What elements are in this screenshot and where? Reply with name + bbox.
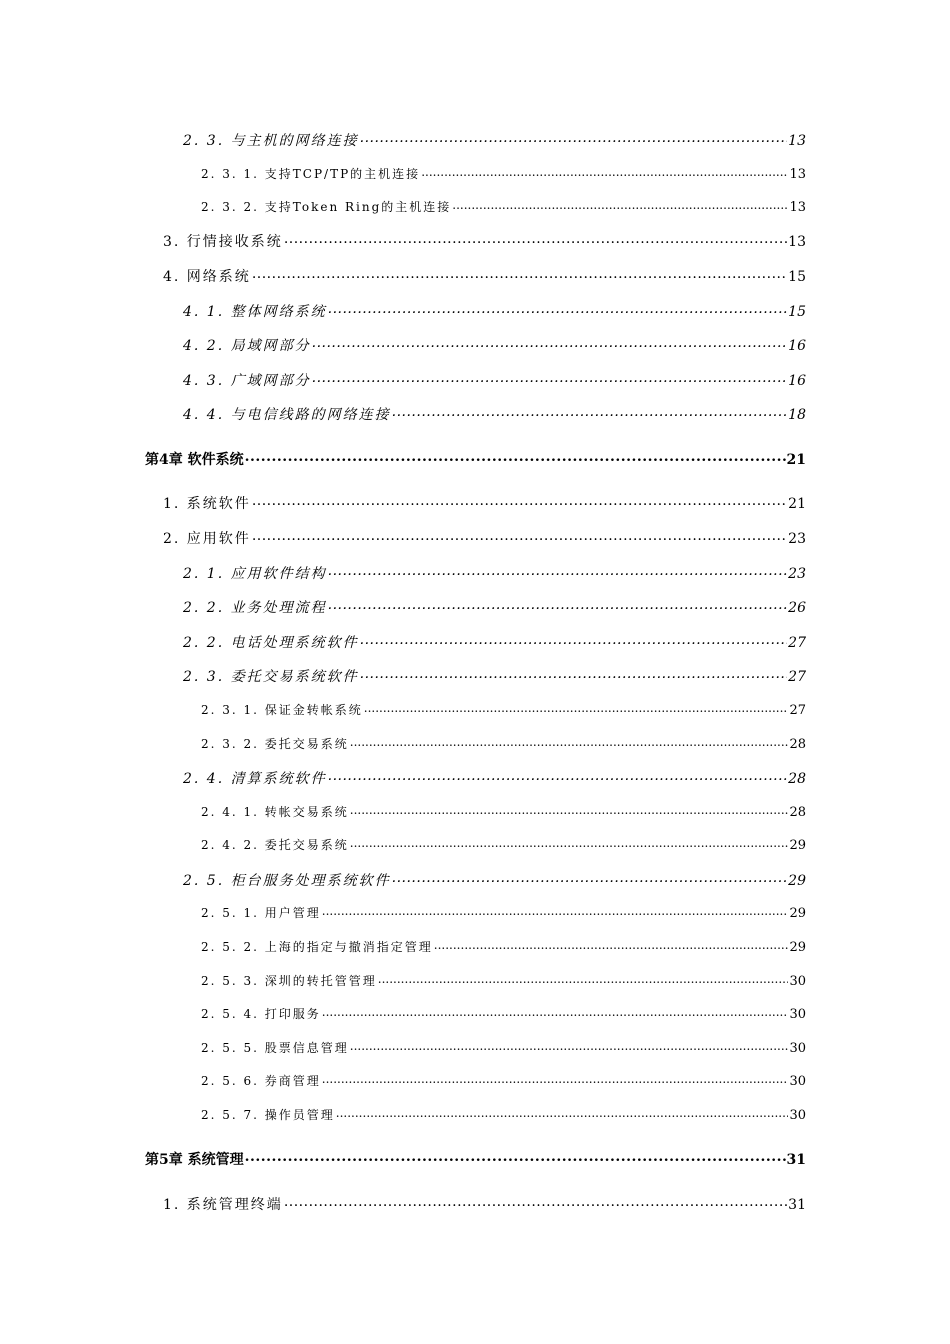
- toc-entry[interactable]: [145, 1150, 806, 1167]
- toc-entry[interactable]: [183, 564, 806, 581]
- dot-leader: [328, 302, 788, 316]
- dot-leader: [421, 166, 788, 178]
- dot-leader: [245, 1150, 786, 1164]
- toc-entry[interactable]: [201, 1107, 806, 1122]
- toc-entry[interactable]: [201, 1040, 806, 1055]
- toc-entry-title: 2. 2. 业务处理流程: [183, 600, 327, 616]
- toc-entry-page-number: 26: [788, 600, 806, 616]
- toc-entry[interactable]: [183, 371, 806, 388]
- toc-entry-page-number: 30: [789, 1074, 806, 1089]
- toc-entry-title: 第5章 系统管理: [145, 1152, 244, 1168]
- toc-entry[interactable]: [201, 199, 806, 214]
- toc-entry-title: 2. 4. 清算系统软件: [183, 771, 327, 787]
- toc-entry[interactable]: [183, 598, 806, 615]
- toc-entry-title: 4. 3. 广域网部分: [183, 373, 311, 389]
- toc-entry-page-number: 29: [789, 838, 806, 853]
- toc-entry[interactable]: [183, 336, 806, 353]
- toc-entry-title: 2. 5. 7. 操作员管理: [201, 1108, 335, 1122]
- toc-entry-page-number: 13: [788, 234, 806, 250]
- toc-entry-title: 2. 5. 4. 打印服务: [201, 1007, 321, 1021]
- toc-entry-page-number: 29: [788, 873, 806, 889]
- toc-entry[interactable]: [201, 905, 806, 920]
- toc-entry-page-number: 23: [788, 566, 806, 582]
- dot-leader: [360, 131, 788, 145]
- dot-leader: [392, 871, 788, 885]
- toc-entry-title: 1. 系统管理终端: [163, 1197, 283, 1213]
- dot-leader: [378, 973, 789, 985]
- toc-entry-page-number: 30: [789, 974, 806, 989]
- toc-entry-page-number: 16: [788, 373, 806, 389]
- toc-entry-title: 2. 3. 与主机的网络连接: [183, 133, 359, 149]
- toc-entry-page-number: 29: [789, 906, 806, 921]
- toc-entry-page-number: 27: [789, 703, 806, 718]
- dot-leader: [360, 633, 788, 647]
- dot-leader: [322, 1006, 789, 1018]
- toc-entry[interactable]: [201, 973, 806, 988]
- toc-entry-title: 4. 4. 与电信线路的网络连接: [183, 407, 391, 423]
- toc-entry-page-number: 31: [788, 1197, 806, 1213]
- toc-entry[interactable]: [183, 871, 806, 888]
- dot-leader: [245, 450, 786, 464]
- toc-entry[interactable]: [163, 494, 806, 511]
- toc-entry-title: 2. 1. 应用软件结构: [183, 566, 327, 582]
- dot-leader: [312, 371, 788, 385]
- dot-leader: [284, 1195, 787, 1209]
- dot-leader: [322, 1073, 789, 1085]
- toc-entry-title: 2. 3. 1. 支持TCP/TP的主机连接: [201, 167, 421, 181]
- toc-entry-title: 3. 行情接收系统: [163, 234, 283, 250]
- toc-entry[interactable]: [163, 267, 806, 284]
- toc-entry-page-number: 30: [789, 1108, 806, 1123]
- toc-entry[interactable]: [183, 667, 806, 684]
- toc-entry[interactable]: [201, 837, 806, 852]
- toc-entry-page-number: 16: [788, 338, 806, 354]
- dot-leader: [336, 1107, 789, 1119]
- toc-entry-page-number: 15: [788, 304, 806, 320]
- dot-leader: [284, 232, 787, 246]
- toc-entry[interactable]: [183, 633, 806, 650]
- toc-entry-page-number: 30: [789, 1007, 806, 1022]
- toc-entry-page-number: 28: [789, 805, 806, 820]
- toc-entry[interactable]: [163, 1195, 806, 1212]
- dot-leader: [364, 702, 789, 714]
- toc-entry-page-number: 23: [788, 531, 806, 547]
- toc-entry-title: 4. 2. 局域网部分: [183, 338, 311, 354]
- toc-entry-page-number: 13: [789, 200, 806, 215]
- toc-entry-title: 2. 2. 电话处理系统软件: [183, 635, 359, 651]
- toc-entry[interactable]: [201, 939, 806, 954]
- toc-entry-title: 2. 4. 1. 转帐交易系统: [201, 805, 349, 819]
- dot-leader: [328, 598, 788, 612]
- toc-entry-title: 2. 5. 2. 上海的指定与撤消指定管理: [201, 940, 433, 954]
- toc-entry[interactable]: [163, 529, 806, 546]
- dot-leader: [350, 837, 789, 849]
- toc-entry-title: 2. 5. 柜台服务处理系统软件: [183, 873, 391, 889]
- toc-entry-page-number: 27: [788, 669, 806, 685]
- toc-entry-page-number: 15: [788, 269, 806, 285]
- dot-leader: [392, 405, 788, 419]
- toc-entry-title: 第4章 软件系统: [145, 452, 244, 468]
- toc-entry-page-number: 13: [789, 167, 806, 182]
- toc-entry-page-number: 29: [789, 940, 806, 955]
- toc-entry[interactable]: [183, 302, 806, 319]
- dot-leader: [350, 1040, 789, 1052]
- dot-leader: [360, 667, 788, 681]
- toc-entry-page-number: 28: [788, 771, 806, 787]
- toc-entry-page-number: 31: [786, 1152, 806, 1168]
- dot-leader: [252, 267, 787, 281]
- dot-leader: [312, 336, 788, 350]
- toc-entry-page-number: 27: [788, 635, 806, 651]
- toc-entry[interactable]: [163, 232, 806, 249]
- toc-entry-title: 1. 系统软件: [163, 496, 251, 512]
- toc-entry[interactable]: [183, 131, 806, 148]
- toc-entry[interactable]: [183, 405, 806, 422]
- dot-leader: [434, 939, 789, 951]
- dot-leader: [350, 804, 789, 816]
- toc-entry-title: 4. 网络系统: [163, 269, 251, 285]
- dot-leader: [452, 199, 788, 211]
- dot-leader: [252, 529, 787, 543]
- toc-entry-page-number: 21: [786, 452, 806, 468]
- toc-entry-title: 2. 3. 2. 支持Token Ring的主机连接: [201, 200, 452, 214]
- dot-leader: [252, 494, 787, 508]
- toc-entry[interactable]: [201, 1006, 806, 1021]
- toc-entry-title: 2. 3. 2. 委托交易系统: [201, 737, 349, 751]
- toc-entry[interactable]: [201, 702, 806, 717]
- toc-entry-title: 2. 5. 3. 深圳的转托管管理: [201, 974, 377, 988]
- toc-entry-title: 2. 3. 委托交易系统软件: [183, 669, 359, 685]
- toc-entry[interactable]: [183, 769, 806, 786]
- toc-entry[interactable]: [145, 450, 806, 467]
- toc-entry-title: 4. 1. 整体网络系统: [183, 304, 327, 320]
- dot-leader: [350, 736, 789, 748]
- toc-entry-page-number: 28: [789, 737, 806, 752]
- toc-entry[interactable]: [201, 1073, 806, 1088]
- toc-entry-page-number: 13: [788, 133, 806, 149]
- toc-entry-title: 2. 3. 1. 保证金转帐系统: [201, 703, 363, 717]
- toc-entry-page-number: 21: [788, 496, 806, 512]
- dot-leader: [328, 769, 788, 783]
- dot-leader: [322, 905, 789, 917]
- toc-entry[interactable]: [201, 804, 806, 819]
- toc-entry-title: 2. 5. 6. 券商管理: [201, 1074, 321, 1088]
- toc-entry-title: 2. 5. 1. 用户管理: [201, 906, 321, 920]
- toc-entry-title: 2. 应用软件: [163, 531, 251, 547]
- toc-entry-title: 2. 5. 5. 股票信息管理: [201, 1041, 349, 1055]
- toc-entry-title: 2. 4. 2. 委托交易系统: [201, 838, 349, 852]
- dot-leader: [328, 564, 788, 578]
- toc-entry-page-number: 18: [788, 407, 806, 423]
- toc-entry-page-number: 30: [789, 1041, 806, 1056]
- toc-entry[interactable]: [201, 166, 806, 181]
- toc-entry[interactable]: [201, 736, 806, 751]
